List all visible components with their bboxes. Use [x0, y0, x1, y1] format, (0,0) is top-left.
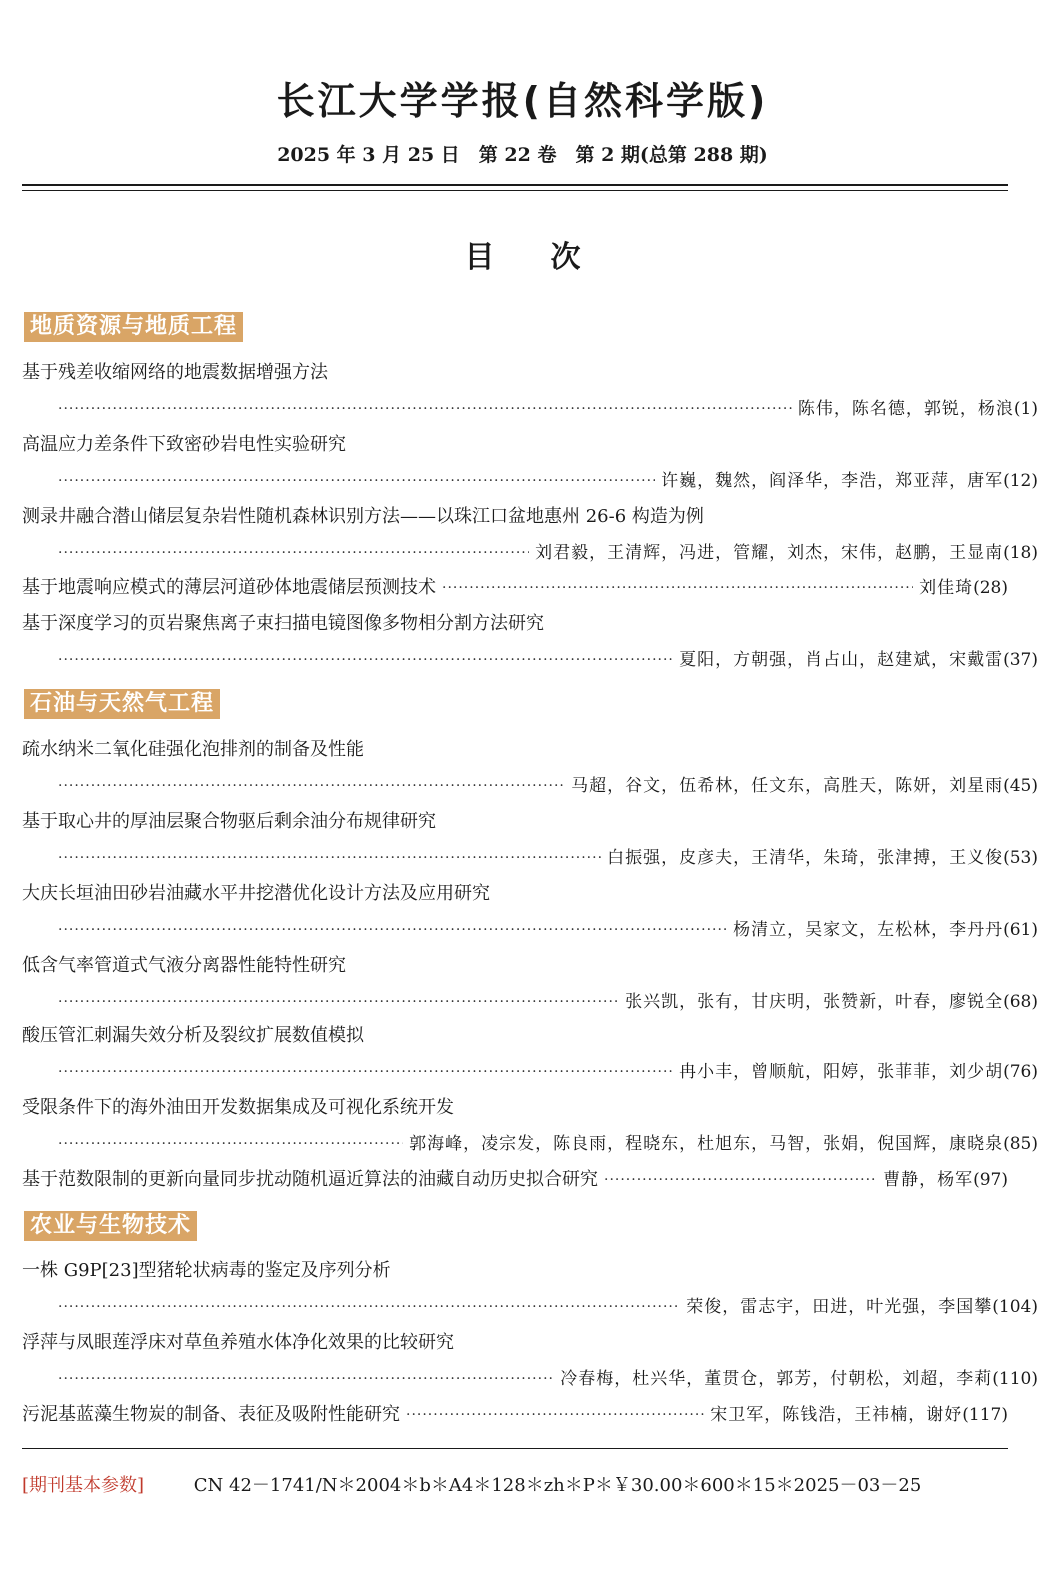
leader-dots: [58, 988, 619, 1016]
article-entry[interactable]: [22, 646, 1038, 674]
article-authors: 刘君毅，王清辉，冯进，管耀，刘杰，宋伟，赵鹏，王显南: [535, 543, 1004, 563]
article-page: (61): [1003, 920, 1038, 940]
article-authors: 宋卫军，陈钱浩，王祎楠，谢妤: [710, 1405, 963, 1425]
section-label-geology: 地质资源与地质工程: [24, 312, 243, 342]
article-title[interactable]: 酸压管汇刺漏失效分析及裂纹扩展数值模拟: [22, 1025, 364, 1046]
leader-dots: [58, 916, 727, 944]
article-title[interactable]: 低含气率管道式气液分离器性能特性研究: [22, 955, 346, 976]
article-authors: 马超，谷文，伍希林，任文东，高胜天，陈妍，刘星雨: [571, 776, 1004, 796]
leader-dots: [58, 1058, 673, 1086]
issue-info: 2025 年 3 月 25 日 第 22 卷 第 2 期(总第 288 期): [277, 144, 768, 166]
article-title: 基于地震响应模式的薄层河道砂体地震储层预测技术: [22, 577, 436, 598]
article-authors: 冉小丰，曾顺航，阳婷，张菲菲，刘少胡: [679, 1062, 1004, 1082]
footer-label: [期刊基本参数]: [22, 1475, 145, 1496]
section-label-petroleum: 石油与天然气工程: [24, 689, 220, 719]
footer-params: CN 42－1741/N＊2004＊b＊A4＊128＊zh＊P＊￥30.00＊600＊15＊2025－03－25: [193, 1475, 922, 1496]
article-page: (1): [1013, 399, 1038, 419]
article-page: (68): [1003, 992, 1038, 1012]
article-authors: 张兴凯，张有，甘庆明，张赞新，叶春，廖锐全: [625, 992, 1004, 1012]
article-entry[interactable]: [22, 988, 1038, 1016]
header-rule-thick: [22, 184, 1008, 186]
article-title: 基于范数限制的更新向量同步扰动随机逼近算法的油藏自动历史拟合研究: [22, 1169, 598, 1190]
article-page: (117): [962, 1405, 1008, 1425]
article-page: (53): [1003, 848, 1038, 868]
article-entry[interactable]: [22, 916, 1038, 944]
leader-dots: [58, 1293, 680, 1321]
leader-dots: [406, 1401, 704, 1429]
section-label-agriculture: 农业与生物技术: [24, 1211, 197, 1241]
article-title[interactable]: 基于残差收缩网络的地震数据增强方法: [22, 362, 328, 383]
article-title: 污泥基蓝藻生物炭的制备、表征及吸附性能研究: [22, 1404, 400, 1425]
leader-dots: [58, 467, 655, 495]
article-title[interactable]: 受限条件下的海外油田开发数据集成及可视化系统开发: [22, 1097, 454, 1118]
footer-rule: [22, 1448, 1008, 1449]
article-page: (85): [1003, 1134, 1038, 1154]
article-page: (12): [1003, 471, 1038, 491]
article-authors: 刘佳琦: [919, 578, 974, 598]
article-page: (28): [973, 578, 1008, 598]
article-page: (104): [992, 1297, 1038, 1317]
article-title[interactable]: 疏水纳米二氧化硅强化泡排剂的制备及性能: [22, 739, 364, 760]
article-entry[interactable]: [22, 395, 1038, 423]
article-title[interactable]: 浮萍与凤眼莲浮床对草鱼养殖水体净化效果的比较研究: [22, 1332, 454, 1353]
article-entry[interactable]: [22, 1130, 1038, 1158]
article-title[interactable]: 大庆长垣油田砂岩油藏水平井挖潜优化设计方法及应用研究: [22, 883, 490, 904]
leader-dots: [58, 646, 673, 674]
article-authors: 夏阳，方朝强，肖占山，赵建斌，宋戴雷: [679, 650, 1004, 670]
article-authors: 荣俊，雷志宇，田进，叶光强，李国攀: [686, 1297, 993, 1317]
leader-dots: [442, 574, 913, 602]
article-title[interactable]: 测录井融合潜山储层复杂岩性随机森林识别方法——以珠江口盆地惠州 26-6 构造为例: [22, 506, 704, 527]
article-authors: 陈伟，陈名德，郭锐，杨浪: [797, 399, 1014, 419]
article-title[interactable]: 基于取心井的厚油层聚合物驱后剩余油分布规律研究: [22, 811, 436, 832]
article-entry[interactable]: [22, 772, 1038, 800]
article-entry[interactable]: [22, 539, 1038, 567]
article-authors: 白振强，皮彦夫，王清华，朱琦，张津搏，王义俊: [607, 848, 1004, 868]
article-entry-single[interactable]: [22, 1401, 1008, 1429]
article-entry[interactable]: [22, 467, 1038, 495]
article-page: (97): [973, 1170, 1008, 1190]
article-authors: 曹静，杨军: [883, 1170, 974, 1190]
leader-dots: [58, 395, 792, 423]
article-authors: 冷春梅，杜兴华，董贯仓，郭芳，付朝松，刘超，李莉: [560, 1369, 993, 1389]
article-authors: 许巍，魏然，阎泽华，李浩，郑亚萍，唐军: [661, 471, 1004, 491]
article-title[interactable]: 一株 G9P[23]型猪轮状病毒的鉴定及序列分析: [22, 1260, 391, 1281]
leader-dots: [58, 772, 565, 800]
toc-heading: 目次: [464, 240, 637, 275]
footer: [22, 1472, 1008, 1500]
journal-title: 长江大学学报(自然科学版): [276, 79, 769, 123]
article-authors: 郭海峰，凌宗发，陈良雨，程晓东，杜旭东，马智，张娟，倪国辉，康晓泉: [409, 1134, 1004, 1154]
leader-dots: [604, 1166, 877, 1194]
article-entry-single[interactable]: [22, 1166, 1008, 1194]
article-page: (45): [1003, 776, 1038, 796]
article-entry-single[interactable]: [22, 574, 1008, 602]
leader-dots: [58, 1130, 403, 1158]
article-page: (18): [1003, 543, 1038, 563]
article-page: (110): [992, 1369, 1038, 1389]
header-rule-thin: [22, 190, 1008, 191]
article-title[interactable]: 基于深度学习的页岩聚焦离子束扫描电镜图像多物相分割方法研究: [22, 613, 544, 634]
article-entry[interactable]: [22, 844, 1038, 872]
article-title[interactable]: 高温应力差条件下致密砂岩电性实验研究: [22, 434, 346, 455]
leader-dots: [58, 844, 601, 872]
article-entry[interactable]: [22, 1365, 1038, 1393]
article-page: (37): [1003, 650, 1038, 670]
article-page: (76): [1003, 1062, 1038, 1082]
article-entry[interactable]: [22, 1058, 1038, 1086]
article-entry[interactable]: [22, 1293, 1038, 1321]
leader-dots: [58, 539, 529, 567]
leader-dots: [58, 1365, 554, 1393]
article-authors: 杨清立，吴家文，左松林，李丹丹: [733, 920, 1004, 940]
